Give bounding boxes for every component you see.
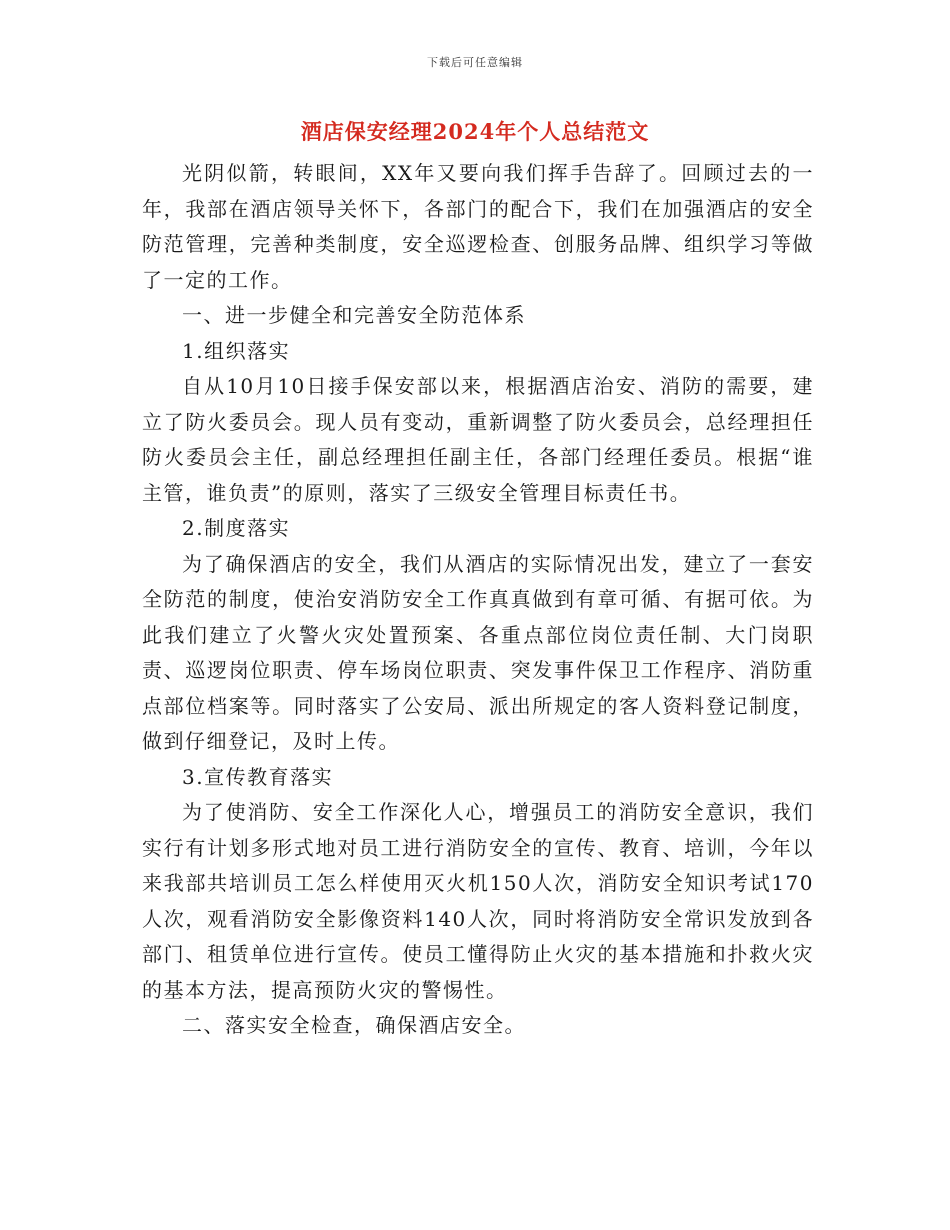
section-heading-1: 一、进一步健全和完善安全防范体系: [182, 303, 526, 327]
paragraph-organization: 自从10月10日接手保安部以来，根据酒店治安、消防的需要，建立了防火委员会。现人员有变动，重新调整了防火委员会，总经理担任防火委员会主任，副总经理担任副主任，各部门经理任委员。根据“谁主管，谁负责”的原则，落实了三级安全管理目标责任书。: [142, 374, 814, 505]
document-title: 酒店保安经理2024年个人总结范文: [300, 119, 650, 144]
document-body: [142, 156, 814, 1044]
paragraph-education: 为了使消防、安全工作深化人心，增强员工的消防安全意识，我们实行有计划多形式地对员工进行消防安全的宣传、教育、培训，今年以来我部共培训员工怎么样使用灭火机150人次，消防安全知识考试170人次，观看消防安全影像资料140人次，同时将消防安全常识发放到各部门、租赁单位进行宣传。使员工懂得防止火灾的基本措施和扑救火灾的基本方法，提高预防火灾的警惕性。: [142, 800, 814, 1002]
header-note: 下载后可任意编辑: [427, 56, 523, 69]
subheading-system: 2.制度落实: [182, 516, 291, 540]
subheading-education: 3.宣传教育落实: [182, 764, 334, 789]
section-heading-2: 二、落实安全检查，确保酒店安全。: [182, 1013, 526, 1037]
subheading-organization: 1.组织落实: [182, 338, 291, 363]
paragraph-system: 为了确保酒店的安全，我们从酒店的实际情况出发，建立了一套安全防范的制度，使治安消防安全工作真真做到有章可循、有据可依。为此我们建立了火警火灾处置预案、各重点部位岗位责任制、大门岗职责、巡逻岗位职责、停车场岗位职责、突发事件保卫工作程序、消防重点部位档案等。同时落实了公安局、派出所规定的客人资料登记制度，做到仔细登记，及时上传。: [142, 551, 814, 753]
paragraph-intro: 光阴似箭，转眼间，XX年又要向我们挥手告辞了。回顾过去的一年，我部在酒店领导关怀下，各部门的配合下，我们在加强酒店的安全防范管理，完善种类制度，安全巡逻检查、创服务品牌、组织学习等做了一定的工作。: [142, 161, 814, 292]
